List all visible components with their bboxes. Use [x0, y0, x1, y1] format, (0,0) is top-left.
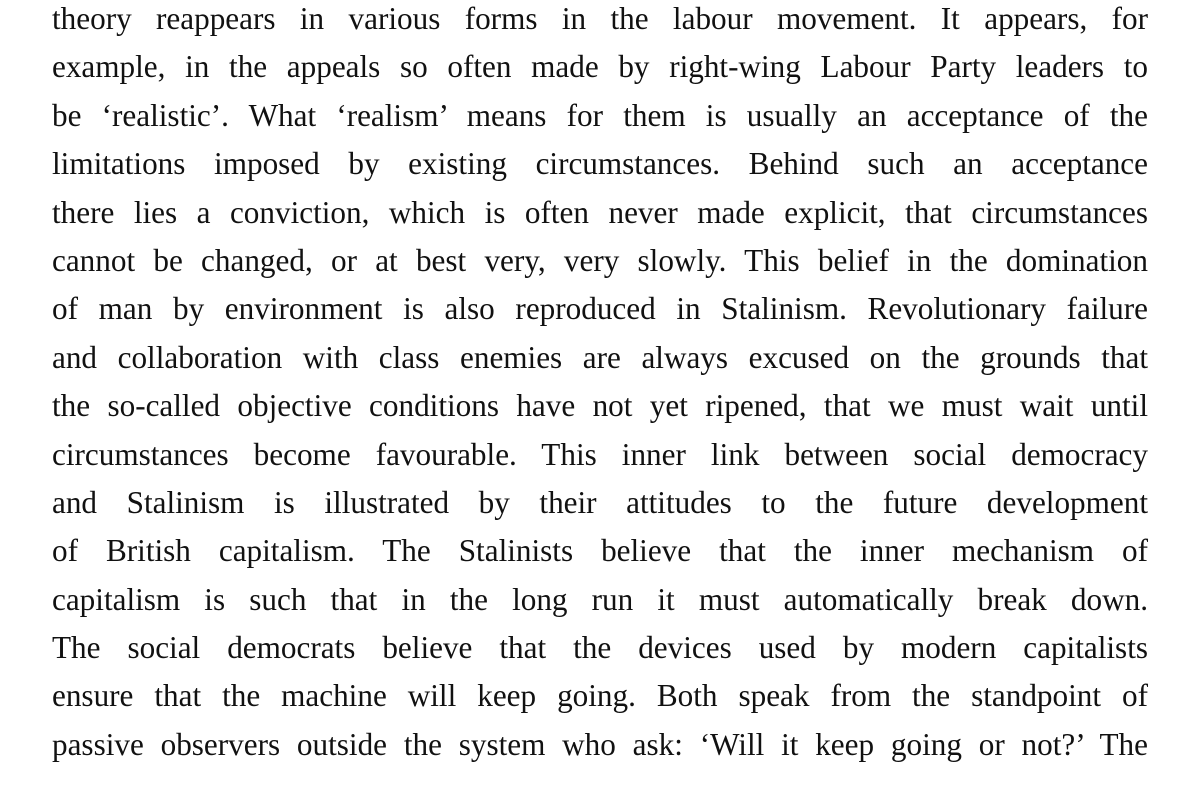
text-line: example, in the appeals so often made by right-wing Labour Party leaders to [52, 49, 1148, 85]
text-line: limitations imposed by existing circumstances. Behind such an acceptance [52, 146, 1148, 182]
body-paragraph [52, 0, 1148, 769]
text-line: The social democrats believe that the devices used by modern capitalists [52, 630, 1148, 666]
text-line: circumstances become favourable. This inner link between social democracy [52, 436, 1148, 472]
document-page [52, 0, 1148, 799]
text-line: the so-called objective conditions have not yet ripened, that we must wait until [52, 388, 1148, 424]
text-line: be ‘realistic’. What ‘realism’ means for them is usually an acceptance of the [52, 97, 1148, 133]
text-line: ensure that the machine will keep going. Both speak from the standpoint of [52, 678, 1148, 714]
text-line: there lies a conviction, which is often never made explicit, that circumstances [52, 194, 1148, 230]
text-line: capitalism is such that in the long run it must automatically break down. [52, 581, 1148, 617]
text-line: and Stalinism is illustrated by their attitudes to the future development [52, 484, 1148, 520]
text-line: theory reappears in various forms in the labour movement. It appears, for [52, 1, 1148, 36]
text-line: of man by environment is also reproduced in Stalinism. Revolutionary failure [52, 291, 1148, 327]
text-line: of British capitalism. The Stalinists believe that the inner mechanism of [52, 533, 1148, 569]
text-line: passive observers outside the system who ask: ‘Will it keep going or not?’ The [52, 726, 1148, 762]
text-line: and collaboration with class enemies are always excused on the grounds that [52, 339, 1148, 375]
text-line: cannot be changed, or at best very, very slowly. This belief in the domination [52, 242, 1148, 278]
